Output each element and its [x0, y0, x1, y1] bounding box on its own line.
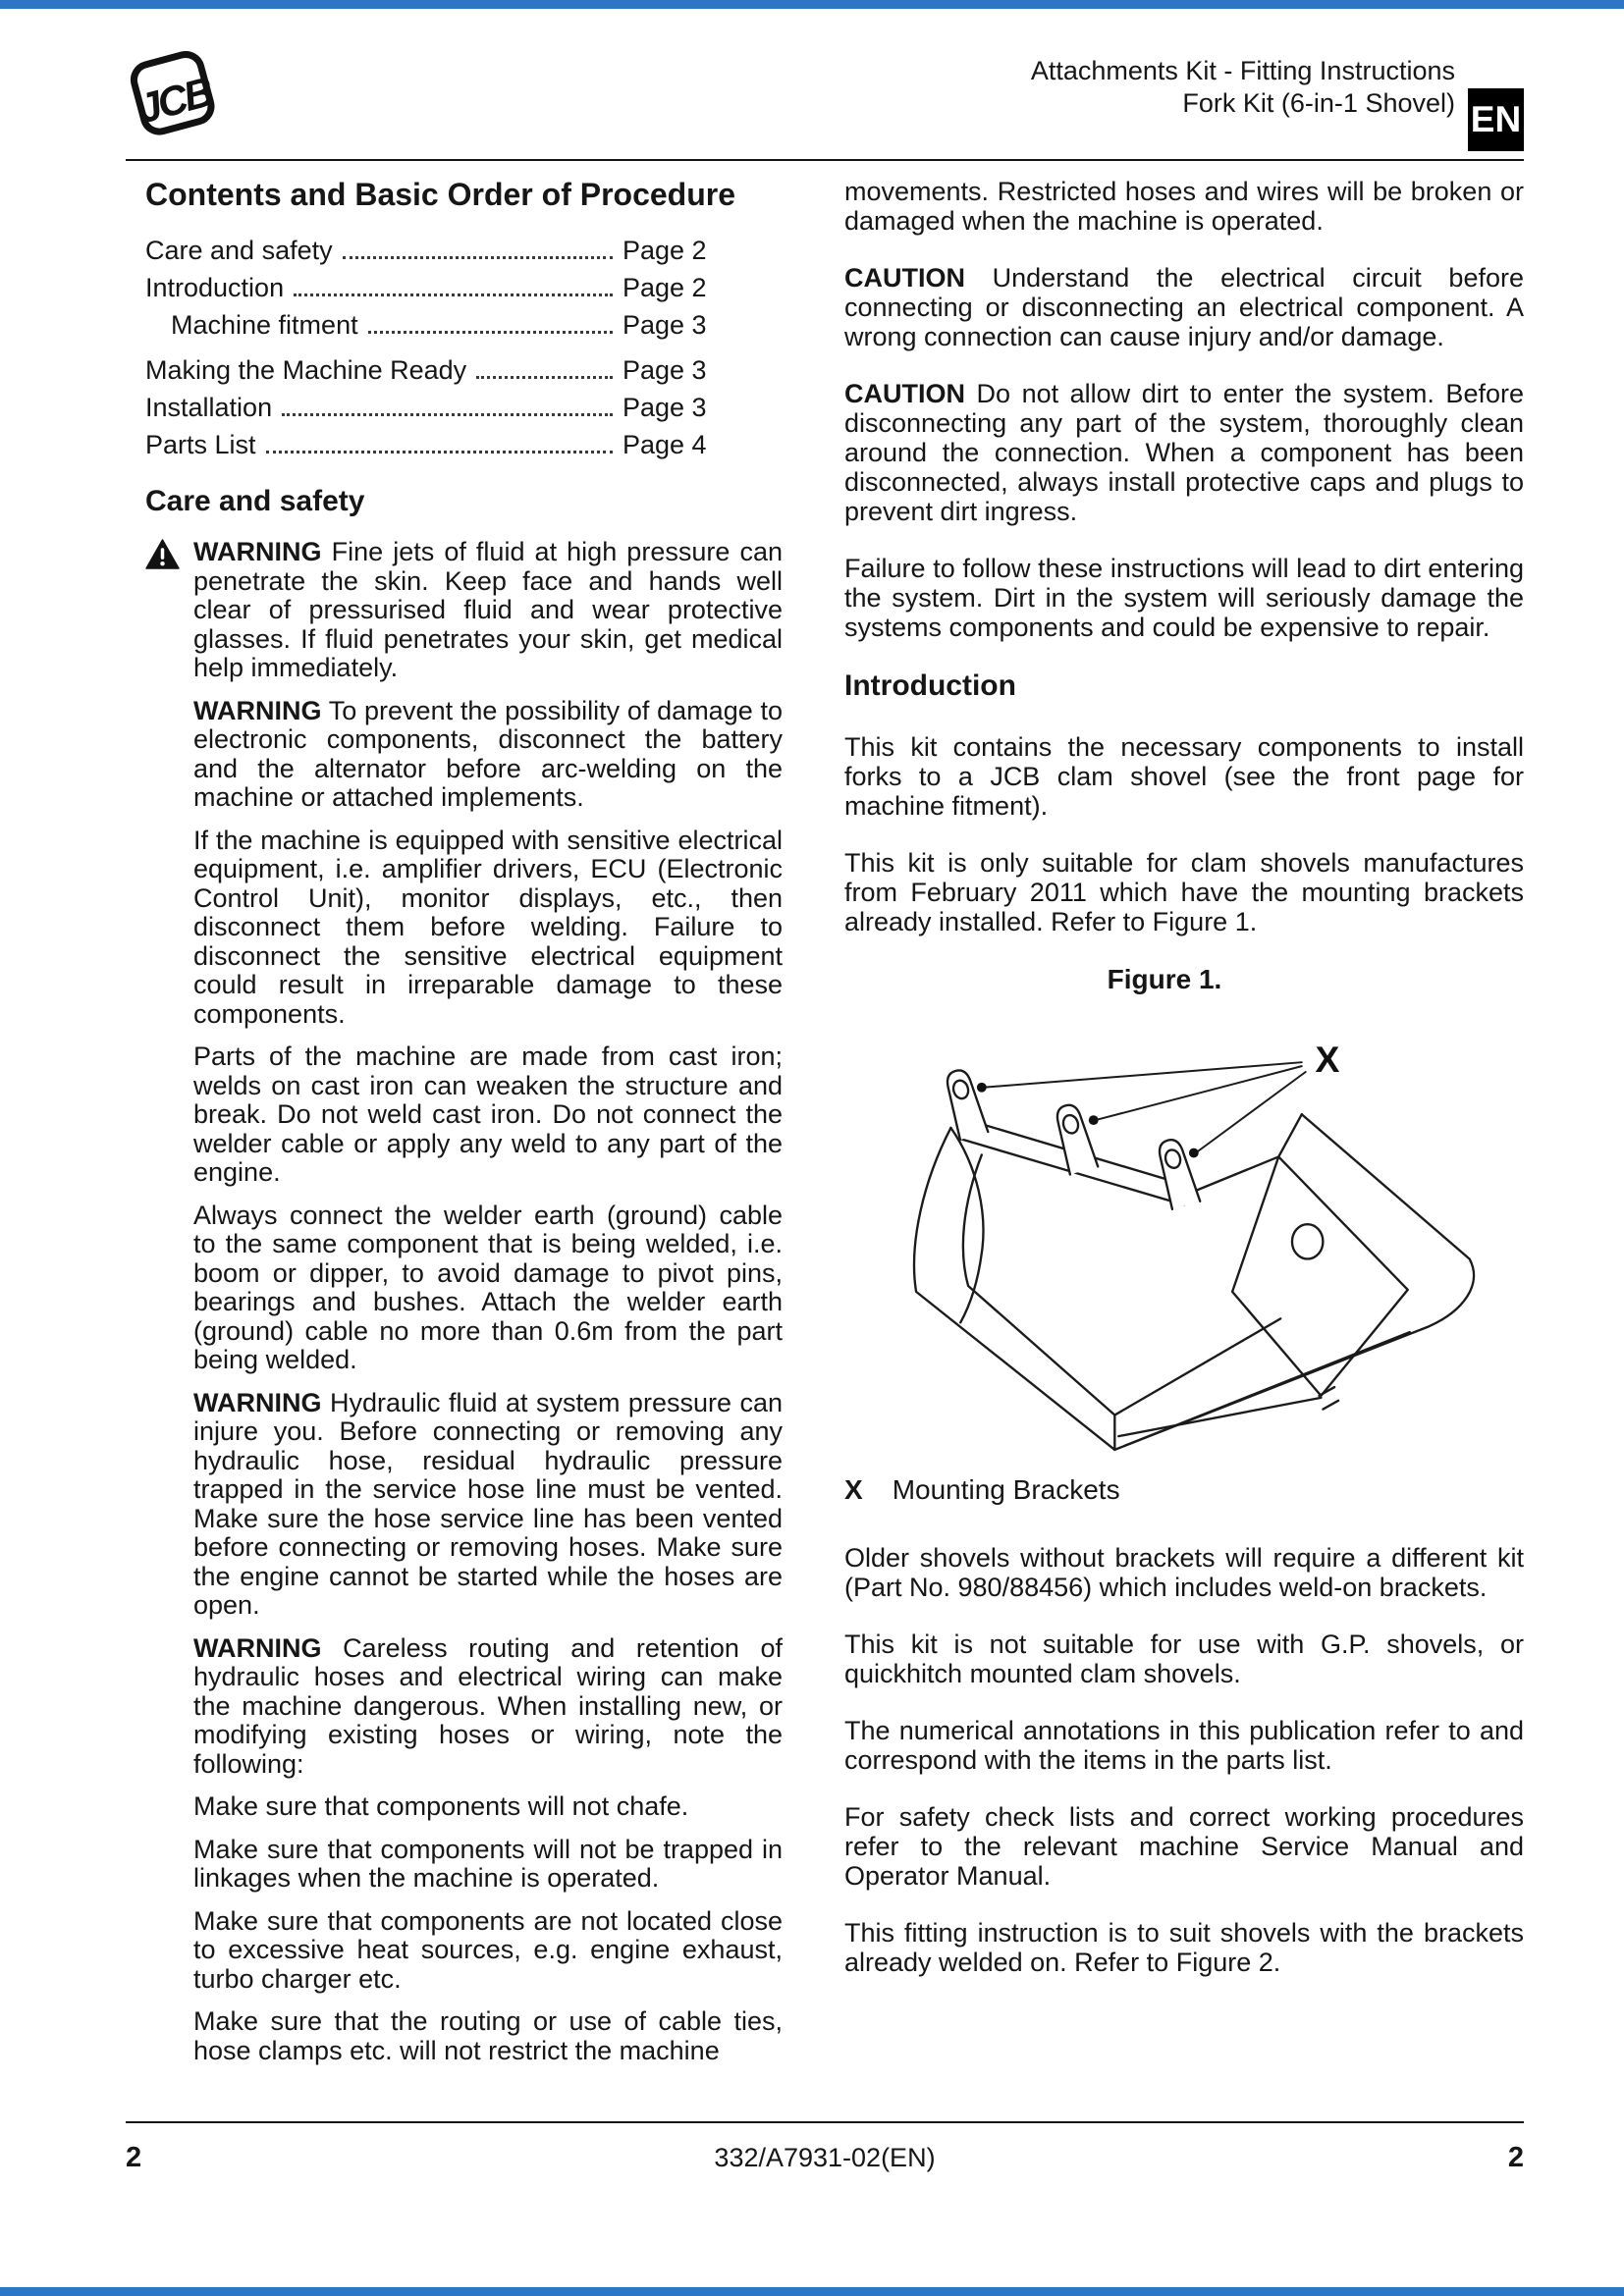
paragraph: This fitting instruction is to suit shovels with the brackets already welded on. Refer to Figure 2. [844, 1918, 1524, 1977]
figure-legend [844, 1474, 1524, 1506]
toc-entry-label: Installation [145, 393, 273, 422]
paragraph: Make sure that components will not be trapped in linkages when the machine is operated. [193, 1834, 783, 1893]
figure-legend-key: X [844, 1474, 863, 1505]
paragraph: Always connect the welder earth (ground) cable to the same component that is being welded, i.e. boom or dipper, to avoid damage to pivot pins, bearings and bushes. Attach the welder earth (ground) cable no more than 0.6m from the part being welded. [193, 1200, 783, 1374]
paragraph: This kit is not suitable for use with G.P. shovels, or quickhitch mounted clam shovels. [844, 1629, 1524, 1688]
toc-dot-leader [476, 376, 613, 379]
document-title [1031, 55, 1455, 120]
toc-entry-page: Page 3 [623, 393, 707, 422]
toc-entry [145, 310, 713, 340]
paragraph-lead: CAUTION [844, 263, 965, 293]
toc-dot-leader [282, 413, 613, 416]
toc-entry [145, 355, 713, 385]
toc-entry-label: Parts List [145, 430, 256, 459]
toc-entry-page: Page 2 [623, 273, 707, 302]
toc-entry [145, 273, 713, 302]
warning-triangle-icon [145, 539, 180, 569]
toc-dot-leader [266, 451, 613, 454]
paragraph: If the machine is equipped with sensitive electrical equipment, i.e. amplifier drivers, ECU (Electronic Control Unit), monitor displays, etc., then disconnect them before welding. Failure to disconnect the sensitive electrical equipment could result in irreparable damage to these components. [193, 825, 783, 1029]
document-number: 332/A7931-02(EN) [714, 2143, 936, 2172]
care-and-safety-paragraphs [145, 538, 783, 2065]
page-number-left: 2 [126, 2142, 142, 2173]
introduction-paragraphs [844, 732, 1524, 936]
paragraph: Failure to follow these instructions will lead to dirt entering the system. Dirt in the system will seriously damage the systems components and could be expensive to repair. [844, 554, 1524, 642]
toc-dot-leader [368, 331, 613, 334]
clam-shovel-drawing [866, 997, 1502, 1467]
toc-entry-label: Machine fitment [171, 310, 358, 340]
paragraph: For safety check lists and correct working procedures refer to the relevant machine Service Manual and Operator Manual. [844, 1802, 1524, 1891]
jcb-logo [120, 43, 224, 150]
svg-text:JCB: JCB [133, 68, 216, 133]
paragraph: Parts of the machine are made from cast iron; welds on cast iron can weaken the structure and break. Do not weld cast iron. Do not connect the welder cable or apply any weld to any part of the engine. [193, 1041, 783, 1187]
toc-entry-page: Page 2 [623, 236, 707, 265]
paragraph: WARNING Hydraulic fluid at system pressure can injure you. Before connecting or removing any hydraulic hose, residual hydraulic pressure trapped in the service hose line must be vented. Make sure the hose service line has been vented before connecting or removing hoses. Make sure the engine cannot be started while the hoses are open. [193, 1387, 783, 1620]
toc-dot-leader [343, 256, 613, 259]
paragraph: Make sure that the routing or use of cable ties, hose clamps etc. will not restrict the machine [193, 2006, 783, 2065]
paragraph: movements. Restricted hoses and wires will be broken or damaged when the machine is operated. [844, 177, 1524, 236]
paragraph: Older shovels without brackets will require a different kit (Part No. 980/88456) which includes weld-on brackets. [844, 1543, 1524, 1602]
document-title-line2: Fork Kit (6-in-1 Shovel) [1182, 88, 1455, 118]
document-title-line1: Attachments Kit - Fitting Instructions [1030, 56, 1455, 85]
figure-legend-label: Mounting Brackets [892, 1474, 1120, 1505]
paragraph-lead: WARNING [193, 1632, 322, 1663]
paragraph-lead: WARNING [193, 537, 322, 566]
paragraph-lead: WARNING [193, 1387, 322, 1417]
right-column [844, 177, 1524, 2118]
paragraph: Make sure that components are not located close to excessive heat sources, e.g. engine exhaust, turbo charger etc. [193, 1905, 783, 1994]
paragraph: This kit is only suitable for clam shovels manufactures from February 2011 which have the mounting brackets already installed. Refer to Figure 1. [844, 848, 1524, 936]
paragraph: CAUTION Understand the electrical circuit before connecting or disconnecting an electrical component. A wrong connection can cause injury and/or damage. [844, 263, 1524, 351]
paragraph: WARNING To prevent the possibility of damage to electronic components, disconnect the battery and the alternator before arc-welding on the machine or attached implements. [193, 695, 783, 812]
two-column-body [145, 177, 1524, 2118]
toc-entry-page: Page 4 [623, 430, 707, 459]
toc-entry-page: Page 3 [623, 355, 707, 385]
left-column [145, 177, 783, 2118]
toc-entry-label: Making the Machine Ready [145, 355, 467, 385]
toc-entry [145, 236, 713, 265]
paragraph: CAUTION Do not allow dirt to enter the system. Before disconnecting any part of the system, thoroughly clean around the connection. When a component has been disconnected, always install protective caps and plugs to prevent dirt ingress. [844, 379, 1524, 526]
header-divider [126, 159, 1524, 161]
paragraph-lead: WARNING [193, 695, 322, 725]
continued-paragraphs [844, 177, 1524, 642]
introduction-title: Introduction [844, 669, 1016, 702]
top-edge-bar [0, 0, 1624, 9]
page-number-right: 2 [1507, 2142, 1524, 2173]
toc-dot-leader [294, 294, 613, 296]
contents-title: Contents and Basic Order of Procedure [145, 177, 736, 212]
toc-entry [145, 430, 713, 459]
footer-divider [126, 2121, 1524, 2123]
language-badge: EN [1468, 88, 1524, 151]
paragraph: WARNING Careless routing and retention of hydraulic hoses and electrical wiring can make the machine dangerous. When installing new, or modifying existing hoses or wiring, note the following: [193, 1632, 783, 1779]
table-of-contents [145, 236, 713, 459]
bottom-edge-bar [0, 2287, 1624, 2296]
toc-entry-label: Introduction [145, 273, 285, 302]
paragraph: Make sure that components will not chafe. [193, 1791, 689, 1821]
paragraph: The numerical annotations in this publication refer to and correspond with the items in the parts list. [844, 1716, 1524, 1775]
paragraph: WARNING Fine jets of fluid at high pressure can penetrate the skin. Keep face and hands well clear of pressurised fluid and wear protective glasses. If fluid penetrates your skin, get medical help immediately. [193, 538, 783, 683]
figure-1 [844, 964, 1524, 1506]
paragraph: This kit contains the necessary components to install forks to a JCB clam shovel (see the front page for machine fitment). [844, 732, 1524, 821]
introduction-paragraphs-after-figure [844, 1543, 1524, 1977]
figure-annotation-x: X [1315, 1039, 1340, 1081]
toc-entry [145, 393, 713, 422]
figure-caption: Figure 1. [1107, 964, 1222, 994]
care-and-safety-title: Care and safety [145, 485, 365, 517]
paragraph-lead: CAUTION [844, 379, 965, 408]
toc-entry-page: Page 3 [623, 310, 707, 340]
toc-entry-label: Care and safety [145, 236, 333, 265]
page-header [126, 45, 1524, 159]
